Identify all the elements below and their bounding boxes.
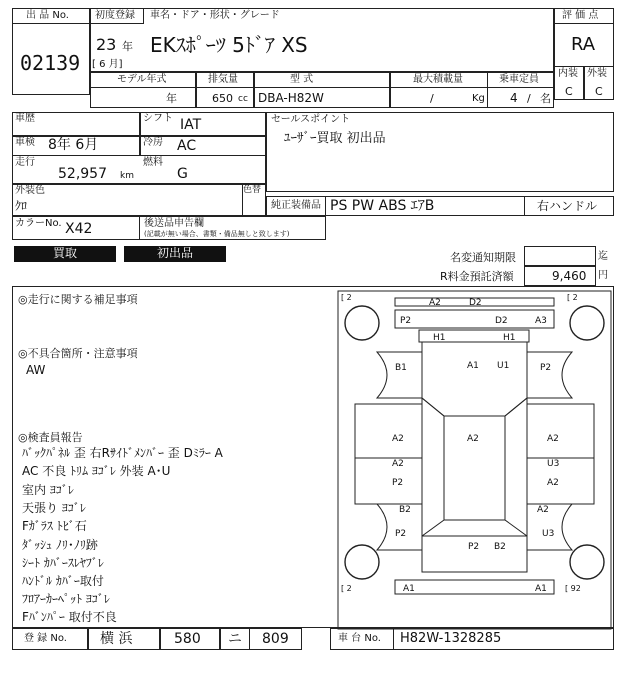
inspector-line: Fﾊﾞﾝﾊﾟｰ 取付不良 [22,610,117,624]
capacity-label: 乗車定員 [499,74,539,85]
mark-rear-bumper-a1-left: A1 [403,584,415,594]
color-no-label: カラーNo. [15,218,62,229]
mark-hood-p2: P2 [400,316,412,326]
hood-area [395,310,554,328]
right-pillar [505,398,527,536]
defects-value: AW [26,363,46,377]
mileage-label: 走行 [15,157,35,168]
displacement-unit: cc [238,94,248,104]
history-label: 車歴 [15,113,35,124]
first-reg-year-unit: 年 [122,40,133,53]
first-reg-label: 初度登録 [95,10,135,21]
color-change-label: 色替 [243,185,262,195]
recycle-label: R料金預託済額 [440,270,514,283]
shift-value: IAT [180,117,202,133]
reg-number: 809 [262,631,289,647]
mark-windshield-u1: U1 [497,361,510,371]
tire-label-front-right: [ 2 [567,293,578,302]
postdoc-label: 後送品申告欄 [144,218,204,229]
mark-right-front-door: A2 [547,434,559,444]
ac-label: 冷房 [143,137,163,148]
mark-headlight-left: H1 [433,333,446,343]
inspector-line: AC 不良 ﾄﾘﾑ ﾖｺﾞﾚ 外装 A･U [22,464,171,478]
first-reg-month: [ 6 月] [92,59,123,70]
mark-roof: A2 [467,434,479,444]
car-name-label: 車名・ドア・形状・グレード [150,10,280,21]
model-year-label: モデル年式 [117,74,167,85]
recycle-amount: 9,460 [552,269,587,283]
inspector-line: ﾊﾝﾄﾞﾙ ｶﾊﾞｰ取付 [22,574,104,588]
model-year-unit: 年 [166,92,177,105]
inspector-line: ﾌﾛｱｰｶｰﾍﾟｯﾄ ﾖｺﾞﾚ [22,592,110,606]
mark-left-rear-fender-b2: B2 [399,505,411,515]
mileage-value: 52,957 [58,166,107,182]
mark-rear-b2: B2 [494,542,506,552]
left-rear-door [355,458,422,504]
inspector-line: ﾊﾞｯｸﾊﾟﾈﾙ 歪 右Rｻｲﾄﾞﾒﾝﾊﾞｰ 歪 Dﾐﾗｰ A [22,446,223,460]
mark-left-front-fender: B1 [395,363,407,373]
mark-left-rear-fender-p2: P2 [395,529,407,539]
fuel-value: G [177,166,188,182]
displacement-value: 650 [212,92,233,105]
reg-label: 登 録 No. [24,633,67,644]
notice-unit: 迄 [598,251,608,262]
lot-label: 出 品 No. [26,10,69,21]
tire-front-right [570,306,604,340]
chassis-label: 車 台 No. [338,633,381,644]
car-name: EKｽﾎﾟｰﾂ 5ﾄﾞｱ XS [150,33,308,57]
purchase-tag: 買取 [14,246,116,262]
notice-value-box [524,246,596,266]
inspection-label: 車検 [15,137,35,148]
max-load-label: 最大積載量 [413,74,463,85]
mark-right-front-fender: P2 [540,363,552,373]
right-rear-fender [527,504,572,550]
mark-left-front-door: A2 [392,434,404,444]
reg-region: 横 浜 [100,631,133,647]
mark-left-rear-door-a2: A2 [392,459,404,469]
tire-rear-right [570,545,604,579]
recycle-unit: 円 [598,270,608,281]
notice-label: 名変通知期限 [450,251,516,264]
mark-rear-bumper-a1-right: A1 [535,584,547,594]
defects-heading: ◎不具合箇所・注意事項 [18,347,138,360]
tire-label-rear-right: [ 92 [565,584,581,593]
mark-rear-p2: P2 [468,542,480,552]
type-label: 型 式 [290,74,314,85]
mark-front-bumper-d2: D2 [469,298,482,308]
first-listing-tag: 初出品 [124,246,226,262]
mark-windshield-a1: A1 [467,361,479,371]
inspector-heading: ◎検査員報告 [18,431,83,444]
type-value: DBA-H82W [258,91,324,105]
color-label: 外装色 [15,185,45,196]
chassis-number: H82W-1328285 [400,631,502,646]
shift-label: シフト [143,113,173,124]
inspection-value: 8年 6月 [48,137,99,153]
right-front-door [527,404,594,458]
mark-hood-a3: A3 [535,316,547,326]
mark-left-rear-door-p2: P2 [392,478,404,488]
right-rear-door [527,458,594,504]
inspector-line: 天張り ﾖｺﾞﾚ [22,501,86,515]
mark-hood-d2: D2 [495,316,508,326]
inspector-line: ﾀﾞｯｼｭ ﾉﾘ･ﾉﾘ跡 [22,538,98,552]
equipment-label: 純正装備品 [271,200,321,211]
mileage-unit: km [120,171,134,181]
ac-value: AC [177,138,197,154]
tire-label-front-left: [ 2 [341,293,352,302]
grade-label: 評 価 点 [562,10,599,21]
tire-label-rear-left: [ 2 [341,584,352,593]
left-front-fender [377,352,422,398]
overall-grade: RA [571,34,596,55]
inspector-line: ｼｰﾄ ｶﾊﾞｰｽﾚﾔﾌﾞﾚ [22,556,104,570]
tire-front-left [345,306,379,340]
tire-rear-left [345,545,379,579]
max-load-unit: Kg [472,93,485,104]
left-pillar [422,398,444,536]
mark-headlight-right: H1 [503,333,516,343]
equipment-value: PS PW ABS ｴｱB [330,198,435,214]
mark-right-rear-fender-a2: A2 [537,505,549,515]
mark-right-rear-door-a2: A2 [547,478,559,488]
interior-grade: C [565,85,573,98]
displacement-label: 排気量 [208,74,238,85]
exterior-label: 外装 [587,68,607,79]
fuel-label: 燃料 [143,157,163,168]
rear-bumper [395,580,554,594]
capacity-unit: 名 [540,92,551,105]
mark-front-bumper-a2: A2 [429,298,441,308]
left-front-door [355,404,422,458]
color-value: ｸﾛ [15,199,28,213]
capacity-sep: / [527,92,531,105]
sales-point-value: ﾕｰｻﾞｰ買取 初出品 [284,131,386,146]
color-row [12,184,266,216]
reg-kana: ニ [228,631,242,647]
sales-point-label: セールスポイント [271,114,351,125]
driving-heading: ◎走行に関する補足事項 [18,293,138,306]
car-damage-diagram [337,290,612,630]
exterior-grade: C [595,85,603,98]
interior-label: 内装 [558,68,578,79]
reg-class: 580 [174,631,201,647]
steering-value: 右ハンドル [537,199,598,213]
max-load-value: / [430,92,434,105]
mark-right-rear-door-u3: U3 [547,459,560,469]
mark-right-rear-fender-u3: U3 [542,529,555,539]
inspector-line: Fｶﾞﾗｽ ﾄﾋﾞ石 [22,519,87,533]
first-reg-year: 23 [96,35,117,54]
postdoc-note: (記載が無い場合、書類・備品無しと致します) [144,230,290,238]
inspector-line: 室内 ﾖｺﾞﾚ [22,483,74,497]
color-no-value: X42 [65,221,93,237]
lot-number: 02139 [20,51,81,75]
capacity-value: 4 [510,91,518,105]
roof-panel [444,416,505,520]
windshield-area [422,342,527,416]
right-front-fender [527,352,572,398]
